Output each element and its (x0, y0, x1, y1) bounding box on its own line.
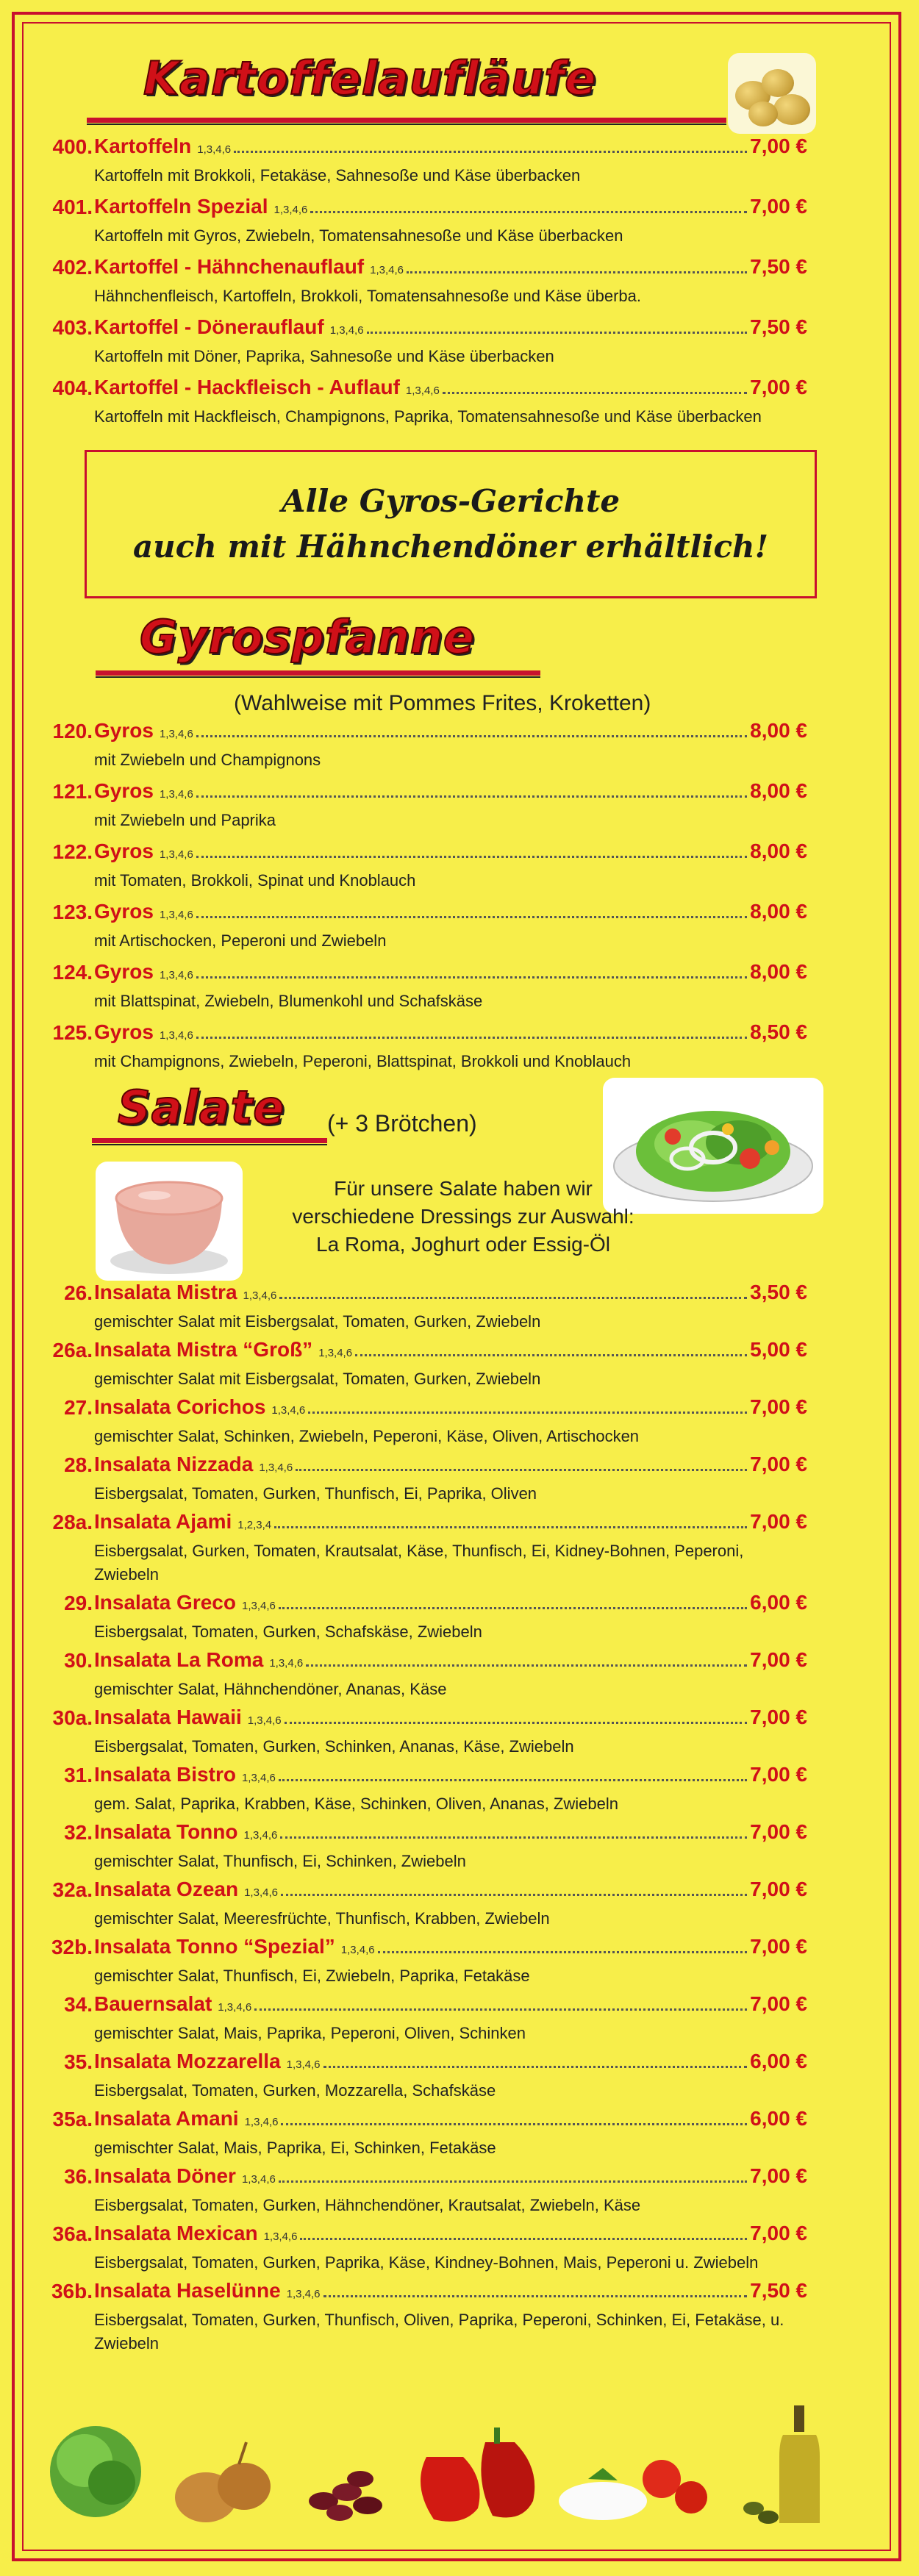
item-description: gemischter Salat, Mais, Paprika, Ei, Schinken, Fetakäse (94, 2139, 496, 2157)
item-price: 3,50 € (750, 1281, 807, 1303)
menu-item-row (52, 840, 807, 869)
item-price: 7,00 € (750, 1706, 807, 1728)
item-name: Kartoffeln (94, 135, 192, 157)
menu-item-row (52, 195, 807, 224)
item-number: 31. (64, 1764, 93, 1786)
menu-item (52, 960, 807, 1013)
item-name: Bauernsalat (94, 1992, 212, 2015)
item-additives: 1,3,4,6 (263, 2230, 298, 2243)
item-price: 7,00 € (750, 1510, 807, 1533)
menu-item-row (64, 1820, 807, 1850)
menu-item-row (52, 255, 807, 285)
item-additives: 1,3,4,6 (329, 324, 364, 337)
gyros-info-banner (85, 450, 817, 598)
item-name: Kartoffeln Spezial (94, 195, 268, 218)
menu-item (52, 779, 807, 832)
menu-item-row (64, 1763, 807, 1792)
item-description: mit Blattspinat, Zwiebeln, Blumenkohl und Schafskäse (94, 992, 483, 1010)
item-number: 125. (52, 1021, 93, 1044)
item-description: gem. Salat, Paprika, Krabben, Käse, Schinken, Oliven, Ananas, Zwiebeln (94, 1795, 618, 1813)
item-additives: 1,3,4,6 (259, 1461, 293, 1474)
item-additives: 1,3,4,6 (286, 2288, 321, 2300)
item-additives: 1,3,4,6 (241, 2173, 276, 2186)
menu-item-row (64, 1591, 807, 1620)
menu-item (64, 1281, 807, 1334)
item-number: 28. (64, 1453, 93, 1476)
menu-item (64, 2050, 807, 2103)
dot-leader (279, 1779, 747, 1781)
item-description: gemischter Salat, Hähnchendöner, Ananas, Käse (94, 1680, 447, 1698)
item-additives: 1,3,4,6 (241, 1772, 276, 1784)
section-title-underline (92, 1138, 327, 1143)
item-additives: 1,3,4,6 (159, 969, 193, 981)
menu-item-row (52, 1878, 807, 1907)
item-additives: 1,3,4,6 (241, 1600, 276, 1612)
item-number: 32. (64, 1821, 93, 1844)
menu-item (52, 719, 807, 772)
menu-item (52, 900, 807, 953)
item-name: Insalata Mozzarella (94, 2050, 281, 2072)
menu-item (52, 1338, 807, 1391)
item-name: Insalata Döner (94, 2164, 236, 2187)
item-description: mit Zwiebeln und Champignons (94, 751, 321, 769)
menu-item (52, 2107, 807, 2160)
dot-leader (378, 1951, 748, 1953)
item-description: Kartoffeln mit Hackfleisch, Champignons, Paprika, Tomatensahnesoße und Käse überbacken (94, 407, 762, 426)
dot-leader (279, 1607, 747, 1609)
item-name: Insalata Hawaii (94, 1706, 242, 1728)
item-name: Insalata Amani (94, 2107, 239, 2130)
menu-item-row (64, 2050, 807, 2079)
dot-leader (308, 1412, 747, 1414)
menu-item-row (64, 1992, 807, 2022)
item-description: Eisbergsalat, Gurken, Tomaten, Krautsalat, Käse, Thunfisch, Ei, Kidney-Bohnen, Peperoni, Zwiebeln (94, 1542, 744, 1584)
item-description: mit Zwiebeln und Paprika (94, 811, 276, 829)
potatoes-photo (728, 53, 816, 134)
dot-leader (196, 735, 747, 737)
item-description: gemischter Salat, Mais, Paprika, Peperoni, Oliven, Schinken (94, 2024, 526, 2042)
item-name: Insalata Tonno “Spezial” (94, 1935, 335, 1958)
item-price: 6,00 € (750, 2050, 807, 2072)
item-description: Kartoffeln mit Brokkoli, Fetakäse, Sahnesoße und Käse überbacken (94, 166, 581, 185)
item-name: Insalata Mistra “Groß” (94, 1338, 313, 1361)
dot-leader (323, 2295, 748, 2297)
item-number: 26a. (52, 1339, 93, 1362)
item-name: Insalata La Roma (94, 1648, 264, 1671)
item-number: 28a. (52, 1511, 93, 1534)
menu-item (64, 1395, 807, 1448)
item-name: Insalata Nizzada (94, 1453, 254, 1475)
item-description: gemischter Salat mit Eisbergsalat, Tomaten, Gurken, Zwiebeln (94, 1370, 541, 1388)
item-description: Eisbergsalat, Tomaten, Gurken, Schinken, Ananas, Käse, Zwiebeln (94, 1737, 574, 1756)
item-price: 7,00 € (750, 135, 807, 157)
menu-item-row (52, 900, 807, 929)
kartoffel-list (52, 135, 807, 436)
menu-item (64, 1820, 807, 1873)
item-description: Kartoffeln mit Gyros, Zwiebeln, Tomatensahnesoße und Käse überbacken (94, 226, 623, 245)
menu-item (52, 255, 807, 308)
menu-item (52, 1706, 807, 1759)
item-description: mit Tomaten, Brokkoli, Spinat und Knoblauch (94, 871, 416, 890)
item-name: Insalata Bistro (94, 1763, 236, 1786)
dot-leader (196, 856, 747, 858)
item-name: Gyros (94, 719, 154, 742)
menu-item (52, 1510, 807, 1586)
item-additives: 1,3,4,6 (405, 384, 440, 397)
menu-item-row (52, 1020, 807, 1050)
item-number: 27. (64, 1396, 93, 1419)
item-additives: 1,3,4,6 (244, 2116, 279, 2128)
dot-leader (285, 1722, 748, 1724)
menu-item (52, 2222, 807, 2275)
menu-item-row (52, 2222, 807, 2251)
dressing-bowl-photo (96, 1162, 243, 1281)
item-name: Insalata Corichos (94, 1395, 266, 1418)
item-number: 32b. (51, 1936, 93, 1958)
menu-item (64, 1453, 807, 1506)
item-name: Gyros (94, 840, 154, 862)
menu-item (52, 135, 807, 187)
item-price: 8,00 € (750, 900, 807, 923)
item-number: 120. (52, 720, 93, 743)
menu-item-row (52, 376, 807, 405)
item-description: Eisbergsalat, Tomaten, Gurken, Thunfisch, Oliven, Paprika, Peperoni, Schinken, Ei, Fetakäse, u. Zwiebeln (94, 2311, 784, 2353)
item-description: gemischter Salat mit Eisbergsalat, Tomaten, Gurken, Zwiebeln (94, 1312, 541, 1331)
item-number: 35a. (52, 2108, 93, 2130)
item-name: Kartoffel - Hackfleisch - Auflauf (94, 376, 400, 398)
dressing-line-3: La Roma, Joghurt oder Essig-Öl (316, 1233, 610, 1256)
item-description: Eisbergsalat, Tomaten, Gurken, Paprika, Käse, Kindney-Bohnen, Mais, Peperoni u. Zwiebeln (94, 2253, 759, 2272)
item-additives: 1,3,4,6 (197, 143, 232, 156)
item-number: 30. (64, 1649, 93, 1672)
menu-item-row (52, 779, 807, 809)
item-price: 7,00 € (750, 2222, 807, 2244)
lettuce-photo (50, 2426, 141, 2517)
dot-leader (279, 2180, 747, 2183)
item-additives: 1,2,3,4 (237, 1519, 272, 1531)
item-number: 401. (52, 196, 93, 218)
dot-leader (367, 332, 748, 334)
item-additives: 1,3,4,6 (271, 1404, 306, 1417)
menu-item (64, 2164, 807, 2217)
item-price: 8,50 € (750, 1020, 807, 1043)
section-title-underline (87, 118, 726, 123)
menu-item (64, 1992, 807, 2045)
item-name: Gyros (94, 779, 154, 802)
item-price: 7,00 € (750, 1648, 807, 1671)
item-additives: 1,3,4,6 (273, 204, 308, 216)
item-price: 7,00 € (750, 376, 807, 398)
item-additives: 1,3,4,6 (247, 1714, 282, 1727)
item-additives: 1,3,4,6 (159, 1029, 193, 1042)
menu-item (52, 840, 807, 892)
item-price: 6,00 € (750, 1591, 807, 1614)
dot-leader (407, 271, 747, 273)
menu-item-row (64, 1395, 807, 1425)
menu-item (52, 376, 807, 429)
item-description: gemischter Salat, Thunfisch, Ei, Schinken, Zwiebeln (94, 1852, 466, 1870)
dot-leader (300, 2238, 747, 2240)
item-additives: 1,3,4,6 (244, 1886, 278, 1899)
dot-leader (279, 1297, 747, 1299)
item-number: 30a. (52, 1706, 93, 1729)
menu-item (51, 1935, 807, 1988)
menu-item-row (52, 1510, 807, 1539)
item-additives: 1,3,4,6 (318, 1347, 353, 1359)
dot-leader (196, 916, 747, 918)
item-name: Insalata Ozean (94, 1878, 239, 1900)
menu-item-row (52, 1338, 807, 1367)
item-description: Eisbergsalat, Tomaten, Gurken, Thunfisch, Ei, Paprika, Oliven (94, 1484, 537, 1503)
item-description: gemischter Salat, Thunfisch, Ei, Zwiebeln, Paprika, Fetakäse (94, 1967, 530, 1985)
item-name: Insalata Tonno (94, 1820, 238, 1843)
menu-item-row (52, 960, 807, 990)
item-name: Insalata Mistra (94, 1281, 237, 1303)
menu-item (64, 1648, 807, 1701)
item-price: 7,50 € (750, 315, 807, 338)
menu-item (52, 315, 807, 368)
item-description: Kartoffeln mit Döner, Paprika, Sahnesoße und Käse überbacken (94, 347, 554, 365)
menu-item (52, 1020, 807, 1073)
dot-leader (196, 795, 747, 798)
item-description: gemischter Salat, Schinken, Zwiebeln, Peperoni, Käse, Oliven, Artischocken (94, 1427, 640, 1445)
item-name: Kartoffel - Dönerauflauf (94, 315, 324, 338)
item-name: Gyros (94, 1020, 154, 1043)
dot-leader (196, 976, 747, 978)
menu-item-row (51, 2279, 807, 2308)
salate-subtitle: (+ 3 Brötchen) (327, 1110, 477, 1137)
item-price: 7,00 € (750, 1935, 807, 1958)
item-number: 35. (64, 2050, 93, 2073)
item-name: Insalata Ajami (94, 1510, 232, 1533)
item-name: Insalata Mexican (94, 2222, 258, 2244)
item-additives: 1,3,4,6 (159, 788, 193, 801)
menu-item (52, 1878, 807, 1931)
gyros-list (52, 719, 807, 1081)
item-number: 404. (52, 376, 93, 399)
menu-item-row (64, 2164, 807, 2194)
item-number: 400. (52, 135, 93, 158)
menu-item-row (64, 1453, 807, 1482)
dot-leader (296, 1469, 747, 1471)
item-number: 36a. (52, 2222, 93, 2245)
olive-oil-bottle-photo (743, 2405, 820, 2524)
item-number: 36b. (51, 2280, 93, 2303)
item-number: 403. (52, 316, 93, 339)
dot-leader (254, 2008, 747, 2011)
item-number: 36. (64, 2165, 93, 2188)
onions-photo (175, 2442, 271, 2522)
item-price: 8,00 € (750, 719, 807, 742)
menu-item-row (52, 315, 807, 345)
dot-leader (323, 2066, 748, 2068)
item-price: 8,00 € (750, 840, 807, 862)
item-price: 8,00 € (750, 960, 807, 983)
item-price: 7,00 € (750, 2164, 807, 2187)
dressing-line-2: verschiedene Dressings zur Auswahl: (292, 1205, 634, 1228)
gyros-subtitle: (Wahlweise mit Pommes Frites, Kroketten) (234, 691, 651, 715)
item-description: Eisbergsalat, Tomaten, Gurken, Hähnchendöner, Krautsalat, Zwiebeln, Käse (94, 2196, 641, 2214)
item-description: mit Champignons, Zwiebeln, Peperoni, Blattspinat, Brokkoli und Knoblauch (94, 1052, 632, 1070)
dot-leader (234, 151, 747, 153)
item-price: 7,00 € (750, 1763, 807, 1786)
dressing-line-1: Für unsere Salate haben wir (334, 1177, 593, 1200)
dot-leader (281, 2123, 747, 2125)
item-price: 7,00 € (750, 195, 807, 218)
item-price: 6,00 € (750, 2107, 807, 2130)
item-description: Eisbergsalat, Tomaten, Gurken, Mozzarella, Schafskäse (94, 2081, 496, 2100)
item-price: 7,00 € (750, 1395, 807, 1418)
item-number: 402. (52, 256, 93, 279)
item-price: 5,00 € (750, 1338, 807, 1361)
dot-leader (274, 1526, 747, 1528)
menu-item (51, 2279, 807, 2355)
item-additives: 1,3,4,6 (243, 1829, 278, 1842)
item-additives: 1,3,4,6 (159, 848, 193, 861)
dot-leader (281, 1894, 747, 1896)
item-number: 122. (52, 840, 93, 863)
dot-leader (355, 1354, 747, 1356)
section-title-gyrospfanne: Gyrospfanne (140, 610, 475, 664)
item-description: mit Artischocken, Peperoni und Zwiebeln (94, 931, 387, 950)
item-price: 7,00 € (750, 1820, 807, 1843)
dot-leader (310, 211, 747, 213)
section-title-salate: Salate (118, 1081, 285, 1134)
menu-item-row (52, 135, 807, 164)
item-additives: 1,3,4,6 (218, 2001, 252, 2014)
item-number: 29. (64, 1592, 93, 1614)
item-name: Kartoffel - Hähnchenauflauf (94, 255, 365, 278)
mozzarella-tomato-photo (559, 2460, 707, 2520)
item-additives: 1,3,4,6 (269, 1657, 304, 1670)
menu-item-row (51, 1935, 807, 1964)
dot-leader (196, 1037, 747, 1039)
banner-line-2: auch mit Hähnchendöner erhältlich! (132, 529, 769, 565)
salate-list (51, 1281, 807, 2360)
section-title-underline (96, 670, 540, 676)
menu-item-row (64, 1648, 807, 1678)
item-price: 7,50 € (750, 255, 807, 278)
dot-leader (306, 1664, 747, 1667)
item-name: Gyros (94, 960, 154, 983)
item-price: 7,50 € (750, 2279, 807, 2302)
item-price: 7,00 € (750, 1878, 807, 1900)
dot-leader (443, 392, 747, 394)
menu-item-row (52, 2107, 807, 2136)
item-additives: 1,3,4,6 (159, 728, 193, 740)
menu-item (64, 1591, 807, 1644)
item-number: 34. (64, 1993, 93, 2016)
item-price: 8,00 € (750, 779, 807, 802)
vegetable-footer (44, 2398, 868, 2527)
red-peppers-photo (421, 2427, 534, 2522)
item-name: Insalata Haselünne (94, 2279, 281, 2302)
banner-line-1: Alle Gyros-Gerichte (281, 483, 621, 519)
menu-item (64, 1763, 807, 1816)
item-number: 124. (52, 961, 93, 984)
item-additives: 1,3,4,6 (243, 1289, 277, 1302)
dot-leader (280, 1836, 747, 1839)
menu-item (52, 195, 807, 248)
section-title-kartoffelauflaufe: Kartoffelaufläufe (143, 51, 597, 105)
item-description: Hähnchenfleisch, Kartoffeln, Brokkoli, Tomatensahnesoße und Käse überba. (94, 287, 641, 305)
item-additives: 1,3,4,6 (370, 264, 404, 276)
item-name: Gyros (94, 900, 154, 923)
dressing-info (257, 1175, 669, 1259)
menu-item-row (52, 1706, 807, 1735)
item-price: 7,00 € (750, 1453, 807, 1475)
item-description: gemischter Salat, Meeresfrüchte, Thunfisch, Krabben, Zwiebeln (94, 1909, 550, 1928)
item-description: Eisbergsalat, Tomaten, Gurken, Schafskäse, Zwiebeln (94, 1622, 482, 1641)
item-number: 123. (52, 901, 93, 923)
menu-item-row (64, 1281, 807, 1310)
kidney-beans-photo (309, 2471, 382, 2521)
menu-item-row (52, 719, 807, 748)
item-additives: 1,3,4,6 (340, 1944, 375, 1956)
item-number: 32a. (52, 1878, 93, 1901)
item-additives: 1,3,4,6 (286, 2058, 321, 2071)
item-additives: 1,3,4,6 (159, 909, 193, 921)
item-price: 7,00 € (750, 1992, 807, 2015)
item-number: 26. (64, 1281, 93, 1304)
item-number: 121. (52, 780, 93, 803)
item-name: Insalata Greco (94, 1591, 236, 1614)
